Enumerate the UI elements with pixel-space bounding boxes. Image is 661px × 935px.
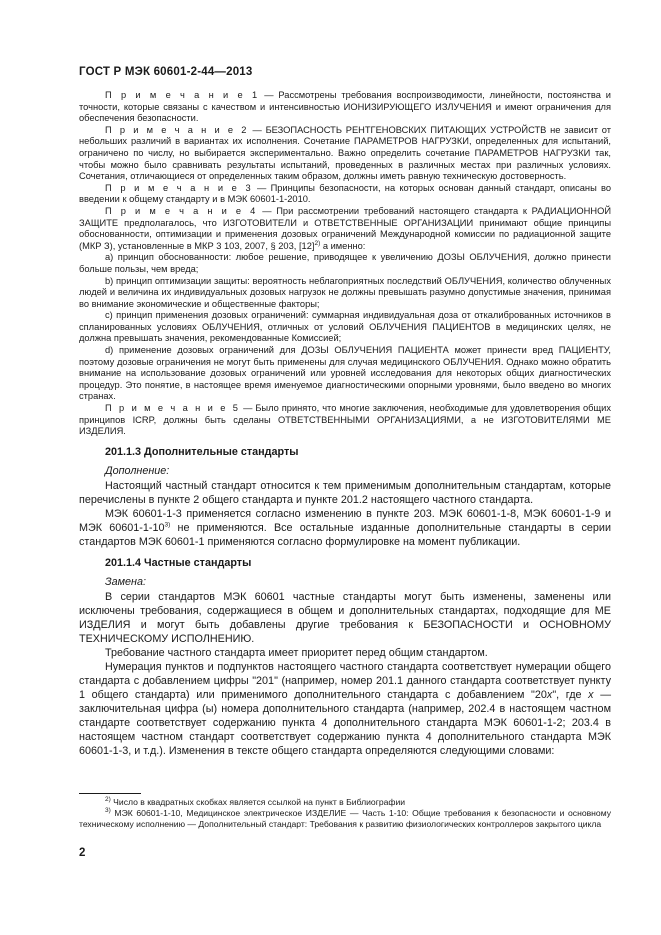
note-label: П р и м е ч а н и е 3 — [105, 182, 253, 193]
note-label: П р и м е ч а н и е 4 — [105, 205, 258, 216]
paragraph-text: Нумерация пунктов и подпунктов настоящего частного стандарта соответствует нумерации общего стандарта с добавлением цифры "201" (например, номер 201.1 данного стандарта соответствует пункту 1 общего стандарта) или применимого дополнительного стандарта с добавлением "20 — [79, 660, 611, 701]
footnote — [79, 808, 611, 830]
note-label: П р и м е ч а н и е 2 — [105, 124, 249, 135]
footnote-mark: 2) — [105, 796, 111, 804]
note-text: — Принципы безопасности, на которых основан данный стандарт, описаны во введении к общему стандарту и в МЭК 60601-1-2010. — [79, 182, 611, 205]
paragraph-text: МЭК 60601-1-3 применяется согласно изменению в пункте 203. МЭК 60601-1-8, МЭК 60601-1-9 и МЭК 60601-1-10 — [79, 507, 611, 534]
note-4-item-a: a) принцип обоснованности: любое решение, приводящее к увеличению ДОЗЫ ОБЛУЧЕНИЯ, должно принести больше пользы, чем вреда; — [79, 252, 611, 274]
document-header: ГОСТ Р МЭК 60601-2-44—2013 — [79, 66, 253, 78]
main-content — [79, 90, 611, 758]
section-paragraph: Требование частного стандарта имеет приоритет перед общим стандартом. — [105, 646, 488, 659]
note-text: — БЕЗОПАСНОСТЬ РЕНТГЕНОВСКИХ ПИТАЮЩИХ УСТРОЙСТВ не зависит от небольших различий в вариантах их исполнения. Сочетание ПАРАМЕТРОВ НАГРУЗКИ, определенных для испытаний, ограничено по числу, но выбирается экспериментально. Важно определить сочетание ПАРАМЕТРОВ НАГРУЗКИ так, чтобы можно было сравнивать результаты испытаний, проведенных в различных местах при различных условиях. Сочетания, отличающиеся от определенных таким образом, должны иметь равную техническую достоверность. — [79, 124, 611, 182]
note-4 — [79, 206, 611, 252]
footnote — [79, 797, 611, 808]
footnotes — [79, 797, 611, 830]
note-text: — Было принято, что многие заключения, необходимые для удовлетворения общих принципов ICRP, должны быть сделаны ОТВЕТСТВЕННЫМИ ОРГАНИЗАЦИЯМИ, а не ИЗГОТОВИТЕЛЯМИ МЕ ИЗДЕЛИЯ. — [79, 403, 611, 437]
note-2 — [79, 125, 611, 183]
section-subhead: Замена: — [105, 575, 146, 588]
footnote-ref: 2) — [314, 239, 321, 247]
paragraph-text: ", где — [552, 688, 589, 701]
note-text: — При рассмотрении требований настоящего стандарта к РАДИАЦИОННОЙ ЗАЩИТЕ предполагалось, что ИЗГОТОВИТЕЛИ и ОТВЕТСТВЕННЫЕ ОРГАНИЗАЦИИ принимают общие принципы обоснованности, оптимизации и применения дозовых ограничений Международной комиссии по радиационной защите (МКР З), установленные в МКР 3 103, 2007, § 203, [12] — [79, 205, 611, 251]
page-number: 2 — [79, 847, 86, 859]
footnote-mark: 3) — [105, 807, 111, 815]
footnote-text: Число в квадратных скобках является ссылкой на пункт в Библиографии — [110, 797, 406, 807]
note-4-item-d: d) применение дозовых ограничений для ДОЗЫ ОБЛУЧЕНИЯ ПАЦИЕНТА может принести вред ПАЦИЕНТУ, поэтому дозовые ограничения не могут быть применены для случая медицинского ОБЛУЧЕНИЯ. Однако можно обратить внимание на использование дозовых ограничений или уровней исследования для некоторых общих диагностических процедур. Это понятие, в настоящее время именуемое диагностическими опорными уровнями, было введено во многих странах. — [79, 345, 611, 402]
paragraph-text: — заключительная цифра (ы) номера дополнительного стандарта (например, 202.4 в настоящем частном стандарте соответствует содержанию пункта 4 дополнительного стандарта МЭК 60601-1-2; 203.4 в настоящем частном стандарт соответствует содержанию пункта 4 дополнительного стандарта МЭК 60601-1-3, и т.д.). Изменения в тексте общего стандарта определяются следующими словами: — [79, 688, 612, 757]
footnote-ref: 3) — [164, 521, 171, 529]
note-label: П р и м е ч а н и е 5 — [105, 403, 241, 414]
note-3 — [79, 183, 611, 206]
note-text: а именно: — [320, 240, 366, 251]
note-5 — [79, 403, 611, 438]
section-subhead: Дополнение: — [105, 464, 170, 477]
section-heading-201-1-3: 201.1.3 Дополнительные стандарты — [105, 445, 299, 458]
section-paragraph — [79, 507, 611, 549]
variable-x: x — [546, 688, 553, 701]
section-paragraph — [79, 660, 611, 758]
note-4-item-b: b) принцип оптимизации защиты: вероятность неблагоприятных последствий ОБЛУЧЕНИЯ, количество облученных людей и величина их индивидуальных дозовых нагрузок не должны превышать разумно допустимые значения, принимая во внимание экономические и общественные факторы; — [79, 275, 611, 309]
paragraph-text: не применяются. Все остальные изданные дополнительные стандарты в серии стандартов МЭК 60601-1 применяются согласно формулировке на момент публикации. — [79, 521, 611, 548]
section-paragraph: Настоящий частный стандарт относится к тем применимым дополнительным стандартам, которые перечислены в пункте 2 общего стандарта и пункте 201.2 настоящего частного стандарта. — [79, 479, 611, 506]
variable-x: x — [588, 688, 594, 701]
section-paragraph: В серии стандартов МЭК 60601 частные стандарты могут быть изменены, заменены или исключены требования, содержащиеся в общем и дополнительных стандартах, подходящие для МЕ ИЗДЕЛИЯ и могут быть добавлены другие требования к БЕЗОПАСНОСТИ и ОСНОВНОМУ ТЕХНИЧЕСКОМУ ИСПОЛНЕНИЮ. — [79, 590, 611, 645]
note-1 — [79, 90, 611, 125]
note-4-item-c: c) принцип применения дозовых ограничений: суммарная индивидуальная доза от откалиброванных источников в спланированных условиях ОБЛУЧЕНИЯ, отличных от условий ОБЛУЧЕНИЯ ПАЦИЕНТОВ в медицинских целях, не должна превышать значения, рекомендованные Комиссией; — [79, 310, 611, 344]
note-label: П р и м е ч а н и е 1 — [105, 90, 260, 100]
footnote-text: МЭК 60601-1-10, Медицинское электрическое ИЗДЕЛИЕ — Часть 1-10: Общие требования к безопасности и основному техническому исполнению — Дополнительный стандарт: Требования к развитию физиологических контроллеров закрытого цикла — [79, 808, 611, 829]
footnote-divider — [79, 793, 141, 794]
note-text: — Рассмотрены требования воспроизводимости, линейности, постоянства и точности, которые связаны с качеством и интенсивностью ИОНИЗИРУЮЩЕГО ИЗЛУЧЕНИЯ и имеют ограничения для обеспечения безопасности. — [79, 90, 611, 124]
section-heading-201-1-4: 201.1.4 Частные стандарты — [105, 556, 252, 569]
